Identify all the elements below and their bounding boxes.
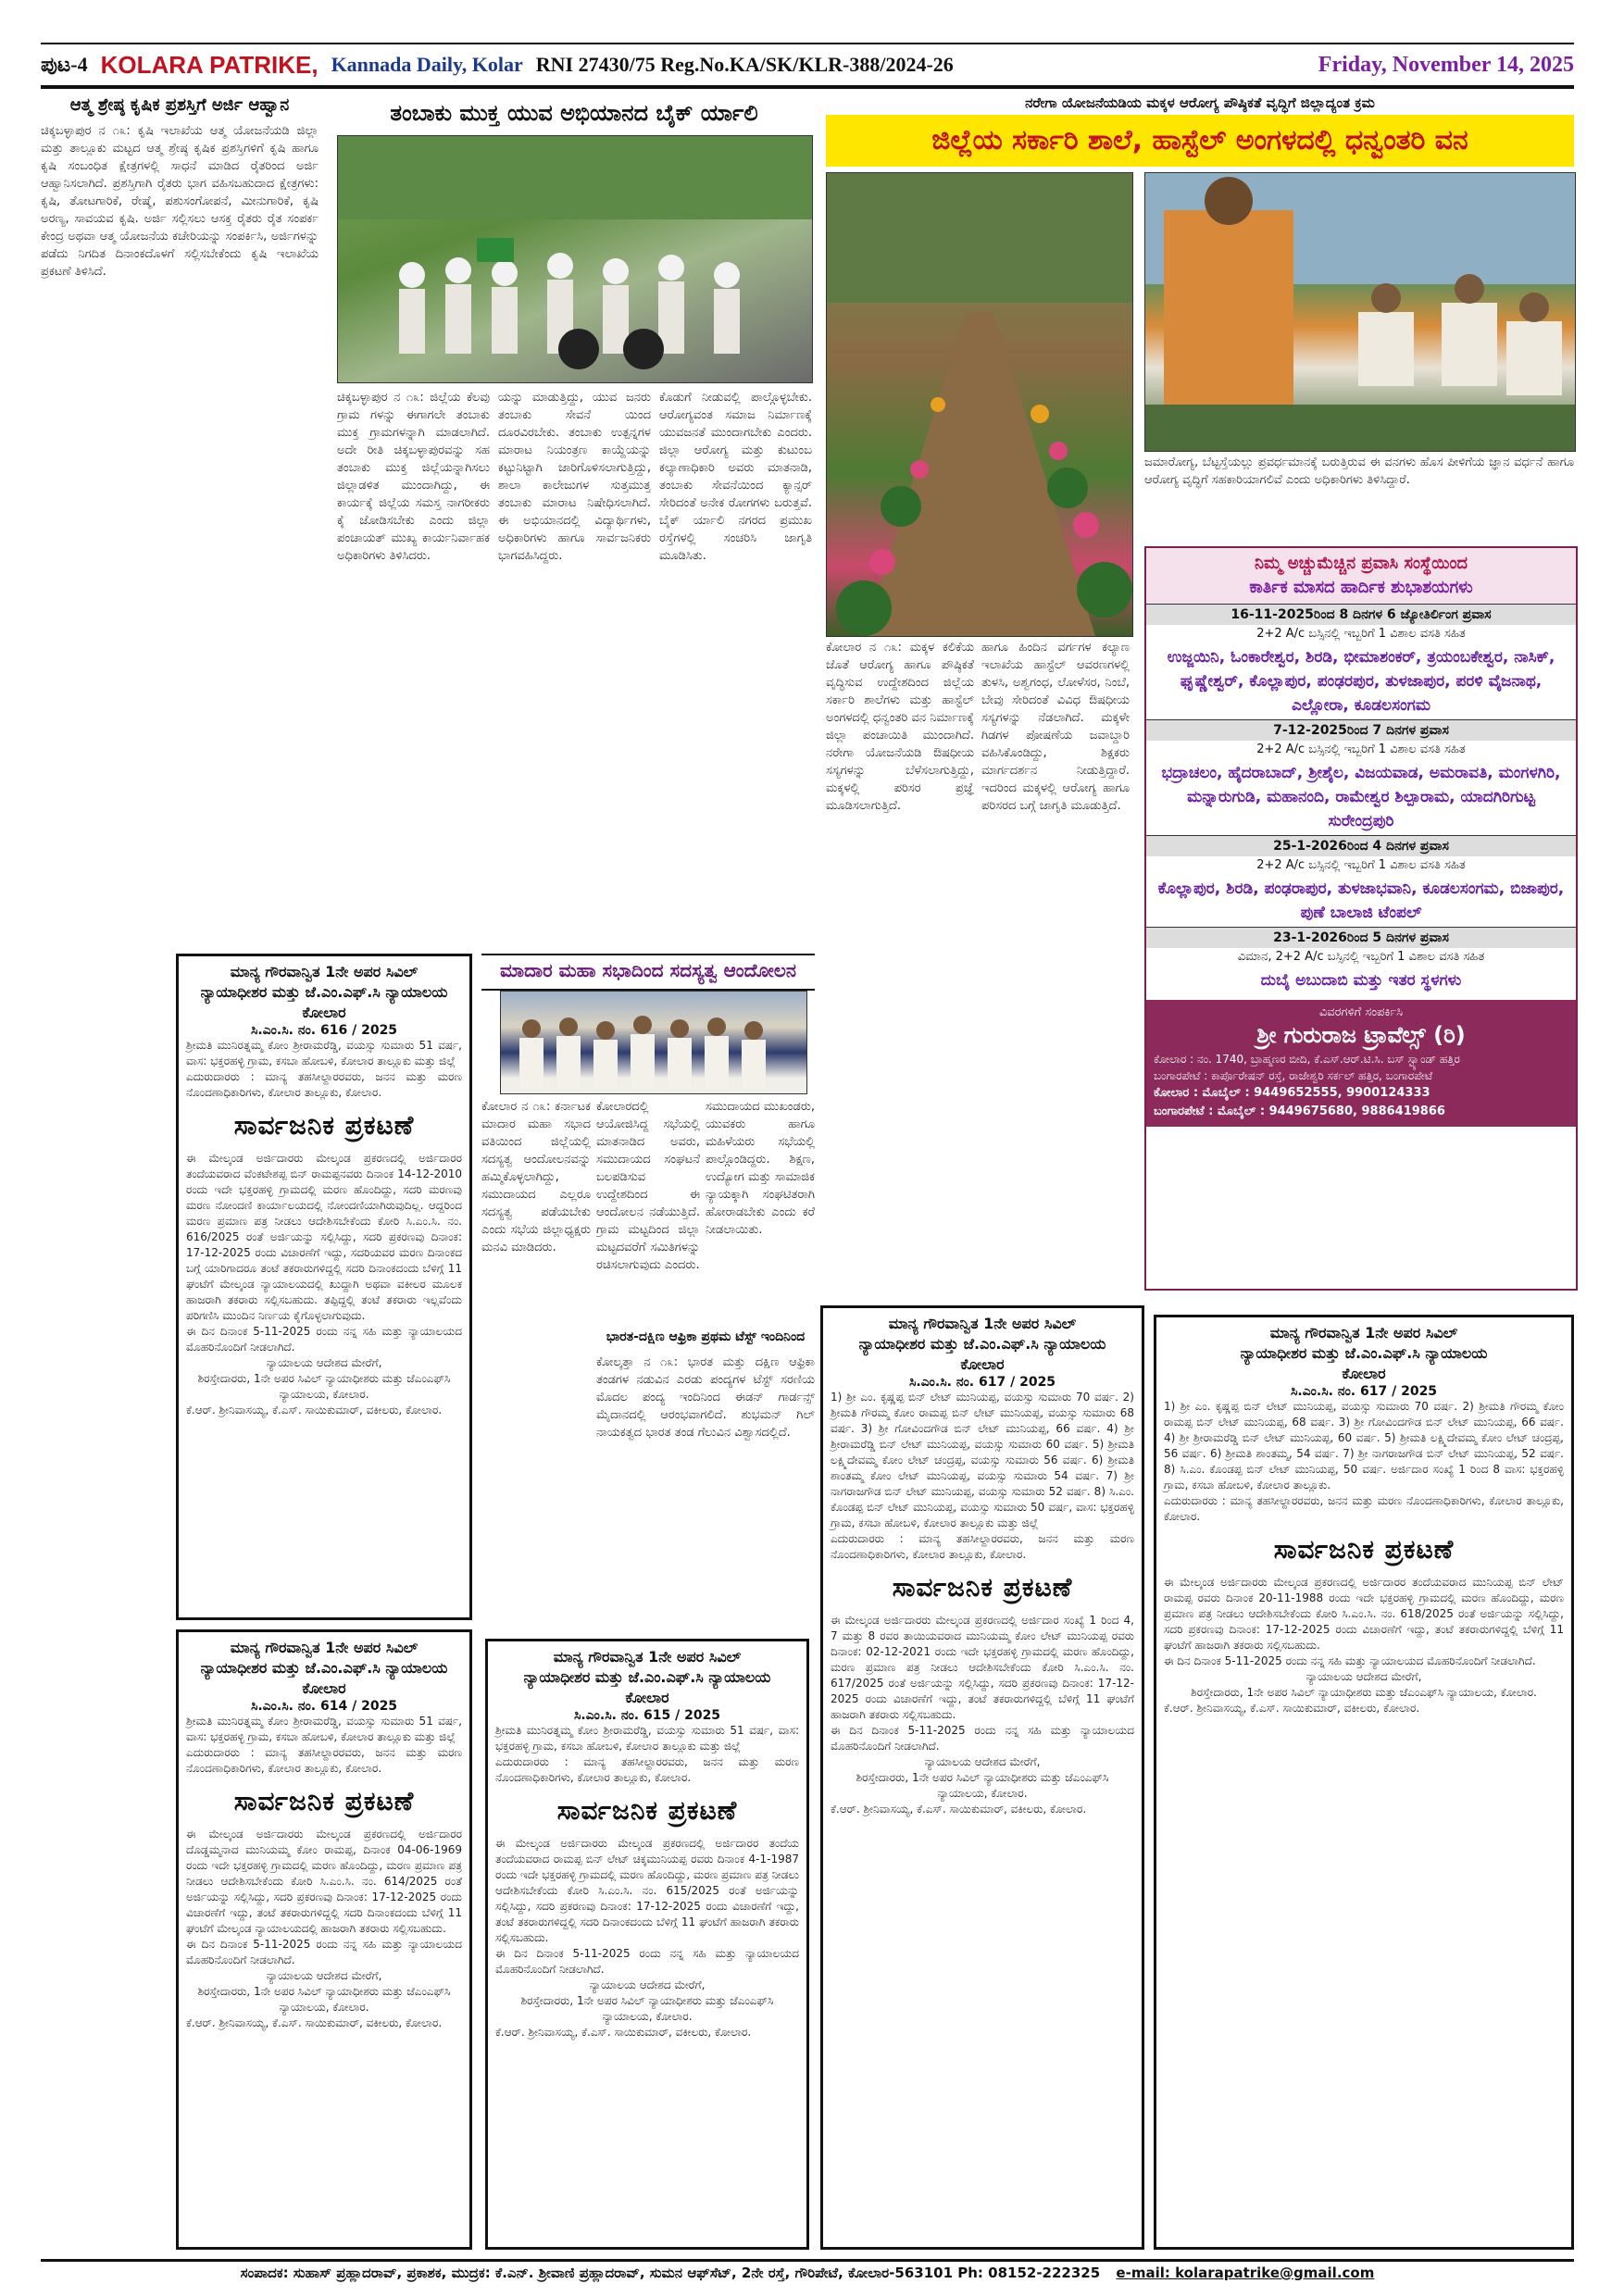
court-order: ನ್ಯಾಯಾಲಯ ಆದೇಶದ ಮೇರೆಗೆ,: [1305, 1670, 1422, 1683]
contact-label: ವಿವರಗಳಿಗೆ ಸಂಪರ್ಕಿಸಿ: [1318, 1005, 1404, 1019]
respondent: ಎದುರುದಾರರು : ಮಾನ್ಯ ತಹಸೀಲ್ದಾರರವರು, ಜನನ ಮತ್ತು ಮರಣ ನೊಂದಣಾಧಿಕಾರಿಗಳು, ಕೋಲಾರ ತಾಲ್ಲೂಕು, ಕೋಲಾರ.: [495, 1755, 799, 1784]
court-name-line-1: ಮಾನ್ಯ ಗೌರವಾನ್ವಿತ 1ನೇ ಅಪರ ಸಿವಿಲ್: [230, 963, 418, 980]
issue-date: Friday, November 14, 2025: [1318, 52, 1574, 77]
travel-title: ನಿಮ್ಮ ಅಚ್ಚುಮೆಚ್ಚಿನ ಪ್ರವಾಸಿ ಸಂಸ್ಥೆಯಿಂದ: [1254, 554, 1468, 573]
respondent: ಎದುರುದಾರರು : ಮಾನ್ಯ ತಹಸೀಲ್ದಾರರವರು, ಜನನ ಮತ್ತು ಮರಣ ನೊಂದಣಾಧಿಕಾರಿಗಳು, ಕೋಲಾರ ತಾಲ್ಲೂಕು, ಕೋಲಾರ.: [186, 1070, 462, 1099]
tour-detail: 2+2 A/c ಬಸ್ಸಿನಲ್ಲಿ ಇಬ್ಬರಿಗೆ 1 ವಿಶಾಲ ವಸತಿ ಸಹಿತ: [1256, 858, 1466, 872]
signatory: ಶಿರಸ್ತೇದಾರರು, 1ನೇ ಅಪರ ಸಿವಿಲ್ ನ್ಯಾಯಾಧೀಶರು ಮತ್ತು ಜೆಎಂಎಫ್‌ಸಿ ನ್ಯಾಯಾಲಯ, ಕೋಲಾರ.: [197, 1985, 451, 2014]
company-address-1: ಕೋಲಾರ : ನಂ. 1740, ಬ್ರಾಹ್ಮಣರ ಬೀದಿ, ಕೆ.ಎಸ್.ಆರ್.ಟಿ.ಸಿ. ಬಸ್ ಸ್ಟ್ಯಾಂಡ್ ಹತ್ತಿರ: [1154, 1053, 1460, 1066]
case-number: ಸಿ.ಎಂ.ಸಿ. ನಂ. 614 / 2025: [250, 1699, 398, 1714]
court-order: ನ್ಯಾಯಾಲಯ ಆದೇಶದ ಮೇರೆಗೆ,: [266, 1969, 382, 1982]
court-city: ಕೋಲಾರ: [1342, 1365, 1386, 1382]
public-notice-title: ಸಾರ್ವಜನಿಕ ಪ್ರಕಟಣೆ: [1273, 1534, 1455, 1565]
travel-advertisement: [1144, 546, 1578, 1291]
rni-number: RNI 27430/75 Reg.No.KA/SK/KLR-388/2024-26: [535, 53, 954, 76]
imprint-text: ಸಂಪಾದಕ: ಸುಹಾಸ್ ಪ್ರಹ್ಲಾದರಾವ್, ಪ್ರಕಾಶಕ, ಮುದ್ರಕ: ಕೆ.ಎನ್. ಶ್ರೀವಾಣಿ ಪ್ರಹ್ಲಾದರಾವ್, ಸುಮನ ಆಫ್‌ಸೆಟ್, 2ನೇ ರಸ್ತೆ, ಗೌರಿಪೇಟೆ, ಕೋಲಾರ-563101 Ph: 08152-222325: [240, 2265, 1101, 2281]
public-notice-title: ಸಾರ್ವಜನಿಕ ಪ್ರಕಟಣೆ: [556, 1795, 738, 1826]
masthead: [41, 43, 1574, 89]
tour-item: [1146, 719, 1576, 835]
article-body: ಚಿಕ್ಕಬಳ್ಳಾಪುರ ನ ೧೩: ಕೃಷಿ ಇಲಾಖೆಯ ಆತ್ಮ ಯೋಜನೆಯಡಿ ಜಿಲ್ಲಾ ಮತ್ತು ತಾಲ್ಲೂಕು ಮಟ್ಟದ ಆತ್ಮ ಶ್ರೇಷ್ಠ ಕೃಷಿಕ ಪ್ರಶಸ್ತಿಗಳಿಗೆ ಕೃಷಿ ಹಾಗೂ ಕೃಷಿ ಸಂಬಂಧಿತ ಕ್ಷೇತ್ರಗಳಲ್ಲಿ ಸಾಧನೆ ಮಾಡಿದ ರೈತರಿಂದ ಅರ್ಜಿ ಆಹ್ವಾನಿಸಲಾಗಿದೆ. ಪ್ರಶಸ್ತಿಗಾಗಿ ರೈತರು ಭಾಗ ವಹಿಸಬಹುದಾದ ಕ್ಷೇತ್ರಗಳು: ಕೃಷಿ, ತೋಟಗಾರಿಕೆ, ರೇಷ್ಮೆ, ಪಶುಸಂಗೋಪನೆ, ಮೀನುಗಾರಿಕೆ, ಕೃಷಿ ಅರಣ್ಯ, ಸಾವಯವ ಕೃಷಿ. ಅರ್ಜಿ ಸಲ್ಲಿಸಲು ಆಸಕ್ತ ರೈತರು ರೈತ ಸಂಪರ್ಕ ಕೇಂದ್ರ ಅಥವಾ ಆತ್ಮ ಯೋಜನೆಯ ಕಚೇರಿಯನ್ನು ಸಂಪರ್ಕಿಸಿ, ಅರ್ಜಿಗಳನ್ನು ಪಡೆದು ನಿಗದಿತ ದಿನಾಂಕದೊಳಗೆ ಸಲ್ಲಿಸಬೇಕೆಂದು ಕೃಷಿ ಇಲಾಖೆಯ ಪ್ರಕಟಣೆ ತಿಳಿಸಿದೆ.: [41, 124, 319, 279]
article-body-col-2: ಯನ್ನು ಮಾಡುತ್ತಿದ್ದು, ಯುವ ಜನರು ತಂಬಾಕು ಸೇವನೆ ಯಿಂದ ದೂರವಿರಬೇಕು. ತಂಬಾಕು ಉತ್ಪನ್ನಗಳ ಮಾರಾಟ ನಿಯಂತ್ರಣ ಕಾಯ್ದೆಯನ್ನು ಕಟ್ಟುನಿಟ್ಟಾಗಿ ಜಾರಿಗೊಳಿಸಲಾಗುತ್ತಿದ್ದು, ಶಾಲಾ ಕಾಲೇಜುಗಳ ಸುತ್ತಮುತ್ತ ತಂಬಾಕು ಮಾರಾಟ ನಿಷೇಧಿಸಲಾಗಿದೆ. ಈ ಅಭಿಯಾನದಲ್ಲಿ ವಿದ್ಯಾರ್ಥಿಗಳು, ಅಧಿಕಾರಿಗಳು ಹಾಗೂ ಸಾರ್ವಜನಿಕರು ಭಾಗವಹಿಸಿದ್ದರು.: [498, 391, 651, 563]
advocate: ಕೆ.ಆರ್. ಶ್ರೀನಿವಾಸಯ್ಯ, ಕೆ.ಎಸ್. ಸಾಯಿಕುಮಾರ್, ವಕೀಲರು, ಕೋಲಾರ.: [831, 1803, 1087, 1816]
article-headline: ಜಿಲ್ಲೆಯ ಸರ್ಕಾರಿ ಶಾಲೆ, ಹಾಸ್ಟೆಲ್ ಅಂಗಳದಲ್ಲಿ ಧನ್ವಂತರಿ ವನ: [931, 124, 1468, 156]
notice-date: ಈ ದಿನ ದಿನಾಂಕ 5-11-2025 ರಂದು ನನ್ನ ಸಹಿ ಮತ್ತು ನ್ಯಾಯಾಲಯದ ಮೊಹರಿನೊಂದಿಗೆ ನೀಡಲಾಗಿದೆ.: [186, 1325, 462, 1354]
case-number: ಸಿ.ಎಂ.ಸಿ. ನಂ. 617 / 2025: [1290, 1384, 1438, 1399]
article-body-col-3: ಸಮುದಾಯದ ಮುಖಂಡರು, ಯುವಕರು ಹಾಗೂ ಮಹಿಳೆಯರು ಸಭೆಯಲ್ಲಿ ಪಾಲ್ಗೊಂಡಿದ್ದರು. ಶಿಕ್ಷಣ, ಉದ್ಯೋಗ ಮತ್ತು ಸಾಮಾಜಿಕ ನ್ಯಾಯಕ್ಕಾಗಿ ಸಂಘಟಿತರಾಗಿ ಹೋರಾಡಬೇಕು ಎಂದು ಕರೆ ನೀಡಲಾಯಿತು.: [706, 1100, 815, 1237]
photo-medicinal-garden: [826, 172, 1133, 637]
court-city: ಕೋಲಾರ: [960, 1355, 1005, 1373]
travel-header: [1146, 548, 1576, 604]
public-notice-title: ಸಾರ್ವಜನಿಕ ಪ್ರಕಟಣೆ: [892, 1572, 1073, 1603]
public-notice-title: ಸಾರ್ವಜನಿಕ ಪ್ರಕಟಣೆ: [233, 1786, 415, 1816]
court-name-line-1: ಮಾನ್ಯ ಗೌರವಾನ್ವಿತ 1ನೇ ಅಪರ ಸಿವಿಲ್: [888, 1315, 1077, 1332]
article-body-col-1: ಕೋಲಾರ ನ ೧೩: ಮಕ್ಕಳ ಕಲಿಕೆಯ ಜೊತೆ ಆರೋಗ್ಯ ಹಾಗೂ ಪೌಷ್ಠಿಕತೆ ವೃದ್ಧಿಸುವ ಉದ್ದೇಶದಿಂದ ಜಿಲ್ಲೆಯ ಸರ್ಕಾರಿ ಶಾಲೆಗಳು ಮತ್ತು ಹಾಸ್ಟೆಲ್ ಅಂಗಳದಲ್ಲಿ ಧನ್ವಂತರಿ ವನ ನಿರ್ಮಾಣಕ್ಕೆ ಜಿಲ್ಲಾ ಪಂಚಾಯಿತಿ ಮುಂದಾಗಿದೆ. ನರೇಗಾ ಯೋಜನೆಯಡಿ ಔಷಧೀಯ ಸಸ್ಯಗಳನ್ನು ಬೆಳೆಸಲಾಗುತ್ತಿದ್ದು, ಮಕ್ಕಳಲ್ಲಿ ಪರಿಸರ ಪ್ರಜ್ಞೆ ಮೂಡಿಸಲಾಗುತ್ತಿದೆ.: [826, 641, 974, 813]
tour-places: ಭದ್ರಾಚಲಂ, ಹೈದರಾಬಾದ್, ಶ್ರೀಶೈಲ, ವಿಜಯವಾಡ, ಅಮರಾವತಿ, ಮಂಗಳಗಿರಿ, ಮನ್ನಾರುಗುಡಿ, ಮಹಾನಂದಿ, ರಾಮೇಶ್ವರ ಶಿಲ್ಪಾರಾಮ, ಯಾದಗಿರಿಗುಟ್ಟ ಸುರೇಂದ್ರಪುರಿ: [1161, 764, 1561, 830]
article-body-col-3: ಜಮಾರೋಗ್ಯ, ಬೆಟ್ಟಸ್ತೆಯಲ್ಲು ಪ್ರವರ್ಧಮಾನಕ್ಕೆ ಬರುತ್ತಿರುವ ಈ ವನಗಳು ಹೊಸ ಪೀಳಿಗೆಯ ಜ್ಞಾನ ವರ್ಧನೆ ಹಾಗೂ ಆರೋಗ್ಯ ವೃದ್ಧಿಗೆ ಸಹಕಾರಿಯಾಗಲಿವೆ ಎಂದು ಅಧಿಕಾರಿಗಳು ತಿಳಿಸಿದ್ದಾರೆ.: [1144, 455, 1574, 487]
court-notice-616: [176, 954, 472, 1620]
respondent: ಎದುರುದಾರರು : ಮಾನ್ಯ ತಹಸೀಲ್ದಾರರವರು, ಜನನ ಮತ್ತು ಮರಣ ನೊಂದಣಾಧಿಕಾರಿಗಳು, ಕೋಲಾರ ತಾಲ್ಲೂಕು, ಕೋಲಾರ.: [1164, 1494, 1564, 1523]
case-number: ಸಿ.ಎಂ.ಸಿ. ನಂ. 616 / 2025: [250, 1023, 398, 1038]
court-name-line-2: ನ್ಯಾಯಾಧೀಶರ ಮತ್ತು ಜೆ.ಎಂ.ಎಫ್.ಸಿ ನ್ಯಾಯಾಲಯ: [1240, 1344, 1488, 1362]
company-address-2: ಬಂಗಾರಪೇಟೆ : ಕಾರ್ಪೊರೇಷನ್ ರಸ್ತೆ, ರಾಜೇಶ್ವರಿ ಸರ್ಕಲ್ ಹತ್ತಿರ, ಬಂಗಾರಪೇಟೆ: [1154, 1069, 1433, 1082]
article-headline: ಭಾರತ-ದಕ್ಷಿಣ ಆಫ್ರಿಕಾ ಪ್ರಥಮ ಟೆಸ್ಟ್ ಇಂದಿನಿಂದ: [606, 1329, 806, 1344]
court-city: ಕೋಲಾರ: [302, 1004, 346, 1021]
respondent: ಎದುರುದಾರರು : ಮಾನ್ಯ ತಹಸೀಲ್ದಾರರವರು, ಜನನ ಮತ್ತು ಮರಣ ನೊಂದಣಾಧಿಕಾರಿಗಳು, ಕೋಲಾರ ತಾಲ್ಲೂಕು, ಕೋಲಾರ.: [186, 1746, 462, 1775]
applicant: 1) ಶ್ರೀ ಎಂ. ಕೃಷ್ಣಪ್ಪ ಬಿನ್ ಲೇಟ್ ಮುನಿಯಪ್ಪ, ವಯಸ್ಸು ಸುಮಾರು 70 ವರ್ಷ. 2) ಶ್ರೀಮತಿ ಗೌರಮ್ಮ ಕೋಂ ರಾಮಪ್ಪ ಬಿನ್ ಲೇಟ್ ಮುನಿಯಪ್ಪ, ವಯಸ್ಸು ಸುಮಾರು 68 ವರ್ಷ. 3) ಶ್ರೀ ಗೋವಿಂದಗೌಡ ಬಿನ್ ಲೇಟ್ ಮುನಿಯಪ್ಪ, 66 ವರ್ಷ. 4) ಶ್ರೀ ಶ್ರೀರಾಮರೆಡ್ಡಿ ಬಿನ್ ಲೇಟ್ ಮುನಿಯಪ್ಪ, ವಯಸ್ಸು ಸುಮಾರು 60 ವರ್ಷ. 5) ಶ್ರೀಮತಿ ಲಕ್ಷ್ಮಿದೇವಮ್ಮ ಕೋಂ ಲೇಟ್ ಚಂದ್ರಪ್ಪ, ವಯಸ್ಸು ಸುಮಾರು 56 ವರ್ಷ. 6) ಶ್ರೀಮತಿ ಶಾಂತಮ್ಮ ಕೋಂ ಲೇಟ್ ಮುನಿಯಪ್ಪ, ವಯಸ್ಸು ಸುಮಾರು 54 ವರ್ಷ. 7) ಶ್ರೀ ನಾಗರಾಜಗೌಡ ಬಿನ್ ಲೇಟ್ ಮುನಿಯಪ್ಪ, ವಯಸ್ಸು ಸುಮಾರು 52 ವರ್ಷ. 8) ಸಿ.ಎಂ. ಕೊಂಡಪ್ಪ ಬಿನ್ ಲೇಟ್ ಮುನಿಯಪ್ಪ, ವಯಸ್ಸು ಸುಮಾರು 50 ವರ್ಷ, ವಾಸ: ಭಕ್ತರಹಳ್ಳಿ ಗ್ರಾಮ, ಕಸಬಾ ಹೋಬಳಿ, ಕೋಲಾರ ತಾಲ್ಲೂಕು ಮತ್ತು ಜಿಲ್ಲೆ: [831, 1391, 1134, 1529]
photo-madara-meeting: [500, 991, 807, 1094]
signatory: ಶಿರಸ್ತೇದಾರರು, 1ನೇ ಅಪರ ಸಿವಿಲ್ ನ್ಯಾಯಾಧೀಶರು ಮತ್ತು ಜೆಎಂಎಫ್‌ಸಿ ನ್ಯಾಯಾಲಯ, ಕೋಲಾರ.: [520, 1994, 774, 2023]
notice-body: ಈ ಮೇಲ್ಕಂಡ ಅರ್ಜಿದಾರರು ಮೇಲ್ಕಂಡ ಪ್ರಕರಣದಲ್ಲಿ ಅರ್ಜಿದಾರರ ತಂದೆಯವರಾದ ವೆಂಕಟೇಶಪ್ಪ ಬಿನ್ ರಾಮಪ್ಪನವರು ದಿನಾಂಕ 14-12-2010 ರಂದು ಇದೇ ಭಕ್ತರಹಳ್ಳಿ ಗ್ರಾಮದಲ್ಲಿ ಮರಣ ಹೊಂದಿದ್ದು, ಸದರಿ ಮರಣವು ಮರಣ ನೋಂದಣಿ ಕಾರ್ಯಾಲಯದಲ್ಲಿ ನೋಂದಣಿಯಾಗಿರುವುದಿಲ್ಲ. ಆದ್ದರಿಂದ ಮರಣ ಪ್ರಮಾಣ ಪತ್ರ ನೀಡಲು ಆದೇಶಿಸಬೇಕೆಂದು ಕೋರಿ ಸಿ.ಎಂ.ಸಿ. ನಂ. 616/2025 ರಂತೆ ಅರ್ಜಿಯನ್ನು ಸಲ್ಲಿಸಿದ್ದು, ಸದರಿ ಪ್ರಕರಣವು ದಿನಾಂಕ: 17-12-2025 ರಂದು ವಿಚಾರಣೆಗೆ ಇದ್ದು, ಸದರಿಯವರ ಮರಣ ದಿನಾಂಕದ ಬಗ್ಗೆ ಯಾರಿಗಾದರೂ ತಂಟೆ ತಕರಾರುಗಳಿದ್ದಲ್ಲಿ ಸದರಿ ದಿನಾಂಕದಂದು ಬೆಳಿಗ್ಗೆ 11 ಘಂಟೆಗೆ ಮೇಲ್ಕಂಡ ನ್ಯಾಯಾಲಯದಲ್ಲಿ ಖುದ್ದಾಗಿ ಅಥವಾ ವಕೀಲರ ಮೂಲಕ ಹಾಜರಾಗಿ ತಕರಾರು ಸಲ್ಲಿಸಬಹುದು. ತಪ್ಪಿದ್ದಲ್ಲಿ ತಂಟೆ ತಕರಾರು ಇಲ್ಲವೆಂದು ಪರಿಗಣಿಸಿ ಮುಂದಿನ ನಿರ್ಣಯ ಕೈಗೊಳ್ಳಲಾಗುವುದು.: [186, 1152, 462, 1322]
planting-illustration: [1145, 173, 1575, 451]
court-notice-617-a: [820, 1305, 1144, 2250]
tour-detail: 2+2 A/c ಬಸ್ಸಿನಲ್ಲಿ ಇಬ್ಬರಿಗೆ 1 ವಿಶಾಲ ವಸತಿ ಸಹಿತ: [1256, 627, 1466, 641]
travel-subtitle: ಕಾರ್ತಿಕ ಮಾಸದ ಹಾರ್ದಿಕ ಶುಭಾಶಯಗಳು: [1249, 578, 1473, 597]
court-order: ನ್ಯಾಯಾಲಯ ಆದೇಶದ ಮೇರೆಗೆ,: [589, 1978, 706, 1991]
photo-bike-rally: [337, 135, 813, 383]
crowd-illustration: [338, 136, 812, 382]
footer-email[interactable]: e-mail: kolarapatrike@gmail.com: [1116, 2265, 1375, 2281]
footer-imprint: [41, 2259, 1574, 2284]
tour-item: [1146, 927, 1576, 994]
tour-places: ಉಜ್ಜಯಿನಿ, ಓಂಕಾರೇಶ್ವರ, ಶಿರಡಿ, ಭೀಮಾಶಂಕರ್, ತ್ರಯಂಬಕೇಶ್ವರ, ನಾಸಿಕ್, ಘೃಷ್ಣೇಶ್ವರ್, ಕೊಲ್ಲಾಪುರ, ಪಂಢರಪುರ, ತುಳಜಾಪುರ, ಪರಳಿ ವೈಜನಾಥ, ಎಲ್ಲೋರಾ, ಕೂಡಲಸಂಗಮ: [1167, 648, 1555, 715]
tour-places: ದುಬೈ ಅಬುದಾಬಿ ಮತ್ತು ಇತರ ಸ್ಥಳಗಳು: [1260, 971, 1462, 990]
court-notice-614: [176, 1629, 472, 2250]
advocate: ಕೆ.ಆರ್. ಶ್ರೀನಿವಾಸಯ್ಯ, ಕೆ.ಎಸ್. ಸಾಯಿಕುಮಾರ್, ವಕೀಲರು, ಕೋಲಾರ.: [186, 1404, 443, 1416]
applicant: ಶ್ರೀಮತಿ ಮುನಿರತ್ನಮ್ಮ ಕೋಂ ಶ್ರೀರಾಮರೆಡ್ಡಿ, ವಯಸ್ಸು ಸುಮಾರು 51 ವರ್ಷ, ವಾಸ: ಭಕ್ತರಹಳ್ಳಿ ಗ್ರಾಮ, ಕಸಬಾ ಹೋಬಳಿ, ಕೋಲಾರ ತಾಲ್ಲೂಕು ಮತ್ತು ಜಿಲ್ಲೆ: [495, 1724, 799, 1753]
court-name-line-2: ನ್ಯಾಯಾಧೀಶರ ಮತ್ತು ಜೆ.ಎಂ.ಎಫ್.ಸಿ ನ್ಯಾಯಾಲಯ: [858, 1335, 1106, 1353]
court-name-line-1: ಮಾನ್ಯ ಗೌರವಾನ್ವಿತ 1ನೇ ಅಪರ ಸಿವಿಲ್: [1269, 1324, 1458, 1341]
court-city: ಕೋಲಾರ: [302, 1679, 346, 1697]
court-name-line-1: ಮಾನ್ಯ ಗೌರವಾನ್ವಿತ 1ನೇ ಅಪರ ಸಿವಿಲ್: [553, 1648, 742, 1666]
tour-date: 23-1-2026ರಿಂದ 5 ದಿನಗಳ ಪ್ರವಾಸ: [1146, 928, 1576, 948]
notice-body: ಈ ಮೇಲ್ಕಂಡ ಅರ್ಜಿದಾರರು ಮೇಲ್ಕಂಡ ಪ್ರಕರಣದಲ್ಲಿ ಅರ್ಜಿದಾರರ ದೊಡ್ಡಮ್ಮನಾದ ಮುನಿಯಮ್ಮ ಕೋಂ ರಾಮಪ್ಪ, ದಿನಾಂಕ 04-06-1969 ರಂದು ಇದೇ ಭಕ್ತರಹಳ್ಳಿ ಗ್ರಾಮದಲ್ಲಿ ಮರಣ ಹೊಂದಿದ್ದು, ಮರಣ ಪ್ರಮಾಣ ಪತ್ರ ನೀಡಲು ಆದೇಶಿಸಬೇಕೆಂದು ಕೋರಿ ಸಿ.ಎಂ.ಸಿ. ನಂ. 614/2025 ರಂತೆ ಅರ್ಜಿಯನ್ನು ಸಲ್ಲಿಸಿದ್ದು, ಸದರಿ ಪ್ರಕರಣವು ದಿನಾಂಕ: 17-12-2025 ರಂದು ವಿಚಾರಣೆಗೆ ಇದ್ದು, ತಂಟೆ ತಕರಾರುಗಳಿದ್ದಲ್ಲಿ ಸದರಿ ದಿನಾಂಕದಂದು ಬೆಳಿಗ್ಗೆ 11 ಘಂಟೆಗೆ ಮೇಲ್ಕಂಡ ನ್ಯಾಯಾಲಯದಲ್ಲಿ ಹಾಜರಾಗಿ ತಕರಾರು ಸಲ್ಲಿಸಬಹುದು.: [186, 1828, 462, 1935]
garden-illustration: [827, 173, 1132, 636]
applicant: ಶ್ರೀಮತಿ ಮುನಿರತ್ನಮ್ಮ ಕೋಂ ಶ್ರೀರಾಮರೆಡ್ಡಿ, ವಯಸ್ಸು ಸುಮಾರು 51 ವರ್ಷ, ವಾಸ: ಭಕ್ತರಹಳ್ಳಿ ಗ್ರಾಮ, ಕಸಬಾ ಹೋಬಳಿ, ಕೋಲಾರ ತಾಲ್ಲೂಕು ಮತ್ತು ಜಿಲ್ಲೆ: [186, 1715, 462, 1743]
tour-detail: ವಿಮಾನ, 2+2 A/c ಬಸ್ಸಿನಲ್ಲಿ ಇಬ್ಬರಿಗೆ 1 ವಿಶಾಲ ವಸತಿ ಸಹಿತ: [1237, 950, 1485, 964]
article-headline: ಆತ್ಮ ಶ್ರೇಷ್ಠ ಕೃಷಿಕ ಪ್ರಶಸ್ತಿಗೆ ಅರ್ಜಿ ಆಹ್ವಾನ: [69, 95, 290, 115]
notice-date: ಈ ದಿನ ದಿನಾಂಕ 5-11-2025 ರಂದು ನನ್ನ ಸಹಿ ಮತ್ತು ನ್ಯಾಯಾಲಯದ ಮೊಹರಿನೊಂದಿಗೆ ನೀಡಲಾಗಿದೆ.: [1164, 1654, 1536, 1667]
tour-item: [1146, 835, 1576, 927]
article-cricket-headline: [596, 1324, 815, 1352]
company-name: ಶ್ರೀ ಗುರುರಾಜ ಟ್ರಾವೆಲ್ಸ್ (ರಿ): [1256, 1022, 1466, 1048]
court-notice-617-b: [1154, 1315, 1574, 2250]
court-city: ಕೋಲಾರ: [625, 1689, 669, 1706]
court-order: ನ್ಯಾಯಾಲಯ ಆದೇಶದ ಮೇರೆಗೆ,: [924, 1755, 1041, 1768]
notice-date: ಈ ದಿನ ದಿನಾಂಕ 5-11-2025 ರಂದು ನನ್ನ ಸಹಿ ಮತ್ತು ನ್ಯಾಯಾಲಯದ ಮೊಹರಿನೊಂದಿಗೆ ನೀಡಲಾಗಿದೆ.: [831, 1724, 1134, 1753]
court-name-line-1: ಮಾನ್ಯ ಗೌರವಾನ್ವಿತ 1ನೇ ಅಪರ ಸಿವಿಲ್: [230, 1639, 418, 1656]
court-name-line-2: ನ್ಯಾಯಾಧೀಶರ ಮತ್ತು ಜೆ.ಎಂ.ಎಫ್.ಸಿ ನ್ಯಾಯಾಲಯ: [523, 1668, 771, 1686]
case-number: ಸಿ.ಎಂ.ಸಿ. ನಂ. 615 / 2025: [573, 1708, 721, 1723]
applicant: ಶ್ರೀಮತಿ ಮುನಿರತ್ನಮ್ಮ ಕೋಂ ಶ್ರೀರಾಮರೆಡ್ಡಿ, ವಯಸ್ಸು ಸುಮಾರು 51 ವರ್ಷ, ವಾಸ: ಭಕ್ತರಹಳ್ಳಿ ಗ್ರಾಮ, ಕಸಬಾ ಹೋಬಳಿ, ಕೋಲಾರ ತಾಲ್ಲೂಕು ಮತ್ತು ಜಿಲ್ಲೆ: [186, 1039, 462, 1067]
tour-date: 16-11-2025ರಿಂದ 8 ದಿನಗಳ 6 ಜ್ಯೋತಿರ್ಲಿಂಗ ಪ್ರವಾಸ: [1146, 605, 1576, 625]
article-atma-award: [41, 94, 319, 946]
group-photo-illustration: [501, 992, 806, 1093]
article-body-col-2: ಹಾಗೂ ಹಿಂದಿನ ವರ್ಗಗಳ ಕಲ್ಯಾಣ ಇಲಾಖೆಯ ಹಾಸ್ಟೆಲ್ ಆವರಣಗಳಲ್ಲಿ ತುಳಸಿ, ಅಶ್ವಗಂಧ, ಲೋಳೆಸರ, ನಿಂಬೆ, ಬೇವು ಸೇರಿದಂತೆ ವಿವಿಧ ಔಷಧೀಯ ಸಸ್ಯಗಳನ್ನು ನೆಡಲಾಗಿದೆ. ಮಕ್ಕಳೇ ಗಿಡಗಳ ಪೋಷಣೆಯ ಜವಾಬ್ದಾರಿ ವಹಿಸಿಕೊಂಡಿದ್ದು, ಶಿಕ್ಷಕರು ಮಾರ್ಗದರ್ಶನ ನೀಡುತ್ತಿದ್ದಾರೆ. ಇದರಿಂದ ಮಕ್ಕಳಲ್ಲಿ ಆರೋಗ್ಯ ಹಾಗೂ ಪರಿಸರದ ಬಗ್ಗೆ ಜಾಗೃತಿ ಮೂಡುತ್ತಿದೆ.: [981, 641, 1130, 813]
notice-body: ಈ ಮೇಲ್ಕಂಡ ಅರ್ಜಿದಾರರು ಮೇಲ್ಕಂಡ ಪ್ರಕರಣದಲ್ಲಿ ಅರ್ಜಿದಾರರ ತಂದೆಯ ತಂದೆಯವರಾದ ರಾಮಪ್ಪ ಬಿನ್ ಲೇಟ್ ಚಿಕ್ಕಮುನಿಯಪ್ಪ ರವರು ದಿನಾಂಕ 4-1-1987 ರಂದು ಇದೇ ಭಕ್ತರಹಳ್ಳಿ ಗ್ರಾಮದಲ್ಲಿ ಮರಣ ಹೊಂದಿದ್ದು, ಮರಣ ಪ್ರಮಾಣ ಪತ್ರ ನೀಡಲು ಆದೇಶಿಸಬೇಕೆಂದು ಕೋರಿ ಸಿ.ಎಂ.ಸಿ. ನಂ. 615/2025 ರಂತೆ ಅರ್ಜಿಯನ್ನು ಸಲ್ಲಿಸಿದ್ದು, ಸದರಿ ಪ್ರಕರಣವು ದಿನಾಂಕ: 17-12-2025 ರಂದು ವಿಚಾರಣೆಗೆ ಇದ್ದು, ತಂಟೆ ತಕರಾರುಗಳಿದ್ದಲ್ಲಿ ಸದರಿ ದಿನಾಂಕದಂದು ಬೆಳಿಗ್ಗೆ 11 ಘಂಟೆಗೆ ಹಾಜರಾಗಿ ತಕರಾರು ಸಲ್ಲಿಸಬಹುದು.: [495, 1837, 799, 1944]
advocate: ಕೆ.ಆರ್. ಶ್ರೀನಿವಾಸಯ್ಯ, ಕೆ.ಎಸ್. ಸಾಯಿಕುಮಾರ್, ವಕೀಲರು, ಕೋಲಾರ.: [186, 2016, 443, 2029]
article-kicker: ನರೇಗಾ ಯೋಜನೆಯಡಿಯ ಮಕ್ಕಳ ಆರೋಗ್ಯ ಪೌಷ್ಠಿಕತೆ ವೃದ್ಧಿಗೆ ಜಿಲ್ಲಾದ್ಯಂತ ಕ್ರಮ: [1025, 94, 1375, 111]
article-dhanvantari-kicker: [826, 91, 1574, 115]
article-dhanvantari-headline: [826, 115, 1574, 167]
article-tobacco-rally-headline: [333, 94, 815, 133]
notice-date: ಈ ದಿನ ದಿನಾಂಕ 5-11-2025 ರಂದು ನನ್ನ ಸಹಿ ಮತ್ತು ನ್ಯಾಯಾಲಯದ ಮೊಹರಿನೊಂದಿಗೆ ನೀಡಲಾಗಿದೆ.: [495, 1947, 799, 1976]
advocate: ಕೆ.ಆರ್. ಶ್ರೀನಿವಾಸಯ್ಯ, ಕೆ.ಎಸ್. ಸಾಯಿಕುಮಾರ್, ವಕೀಲರು, ಕೋಲಾರ.: [1164, 1702, 1420, 1715]
photo-children-planting: [1144, 172, 1576, 452]
signatory: ಶಿರಸ್ತೇದಾರರು, 1ನೇ ಅಪರ ಸಿವಿಲ್ ನ್ಯಾಯಾಧೀಶರು ಮತ್ತು ಜೆಎಂಎಫ್‌ಸಿ ನ್ಯಾಯಾಲಯ, ಕೋಲಾರ.: [197, 1372, 451, 1401]
article-body: ಕೋಲ್ಕತ್ತಾ ನ ೧೩: ಭಾರತ ಮತ್ತು ದಕ್ಷಿಣ ಆಫ್ರಿಕಾ ತಂಡಗಳ ನಡುವಿನ ಎರಡು ಪಂದ್ಯಗಳ ಟೆಸ್ಟ್ ಸರಣಿಯ ಮೊದಲ ಪಂದ್ಯ ಇಂದಿನಿಂದ ಈಡನ್ ಗಾರ್ಡನ್ಸ್ ಮೈದಾನದಲ್ಲಿ ಆರಂಭವಾಗಲಿದೆ. ಶುಭಮನ್ ಗಿಲ್ ನಾಯಕತ್ವದ ಭಾರತ ತಂಡ ಗೆಲುವಿನ ವಿಶ್ವಾಸದಲ್ಲಿದೆ.: [596, 1355, 815, 1440]
signatory: ಶಿರಸ್ತೇದಾರರು, 1ನೇ ಅಪರ ಸಿವಿಲ್ ನ್ಯಾಯಾಧೀಶರು ಮತ್ತು ಜೆಎಂಎಫ್‌ಸಿ ನ್ಯಾಯಾಲಯ, ಕೋಲಾರ.: [856, 1771, 1109, 1800]
tour-date: 25-1-2026ರಿಂದ 4 ದಿನಗಳ ಪ್ರವಾಸ: [1146, 836, 1576, 856]
notice-date: ಈ ದಿನ ದಿನಾಂಕ 5-11-2025 ರಂದು ನನ್ನ ಸಹಿ ಮತ್ತು ನ್ಯಾಯಾಲಯದ ಮೊಹರಿನೊಂದಿಗೆ ನೀಡಲಾಗಿದೆ.: [186, 1938, 462, 1966]
travel-contact: [1146, 1000, 1576, 1127]
company-phone-2: ಬಂಗಾರಪೇಟೆ : ಮೊಬೈಲ್ : 9449675680, 9886419866: [1154, 1104, 1445, 1118]
notice-body: ಈ ಮೇಲ್ಕಂಡ ಅರ್ಜಿದಾರರು ಮೇಲ್ಕಂಡ ಪ್ರಕರಣದಲ್ಲಿ ಅರ್ಜಿದಾರ ಸಂಖ್ಯೆ 1 ರಿಂದ 4, 7 ಮತ್ತು 8 ರವರ ತಾಯಿಯವರಾದ ಮುನಿಯಮ್ಮ ಕೋಂ ಲೇಟ್ ಮುನಿಯಪ್ಪ ರವರು ದಿನಾಂಕ: 02-12-2021 ರಂದು ಇದೇ ಭಕ್ತರಹಳ್ಳಿ ಗ್ರಾಮದಲ್ಲಿ ಮರಣ ಹೊಂದಿದ್ದು, ಮರಣ ಪ್ರಮಾಣ ಪತ್ರ ನೀಡಲು ಆದೇಶಿಸಬೇಕೆಂದು ಕೋರಿ ಸಿ.ಎಂ.ಸಿ. ನಂ. 617/2025 ರಂತೆ ಅರ್ಜಿಯನ್ನು ಸಲ್ಲಿಸಿದ್ದು, ಸದರಿ ಪ್ರಕರಣವು ದಿನಾಂಕ: 17-12-2025 ರಂದು ವಿಚಾರಣೆಗೆ ಇದ್ದು, ತಂಟೆ ತಕರಾರುಗಳಿದ್ದಲ್ಲಿ ಬೆಳಿಗ್ಗೆ 11 ಘಂಟೆಗೆ ಹಾಜರಾಗಿ ತಕರಾರು ಸಲ್ಲಿಸಬಹುದು.: [831, 1614, 1134, 1721]
article-madara-headline: [481, 954, 815, 991]
court-order: ನ್ಯಾಯಾಲಯ ಆದೇಶದ ಮೇರೆಗೆ,: [266, 1356, 382, 1369]
article-body-col-1: ಕೋಲಾರ ನ ೧೩: ಕರ್ನಾಟಕ ಮಾದಾರ ಮಹಾ ಸಭಾದ ವತಿಯಿಂದ ಜಿಲ್ಲೆಯಲ್ಲಿ ಸದಸ್ಯತ್ವ ಆಂದೋಲನವನ್ನು ಹಮ್ಮಿಕೊಳ್ಳಲಾಗಿದ್ದು, ಸಮುದಾಯದ ಎಲ್ಲರೂ ಸದಸ್ಯತ್ವ ಪಡೆಯಬೇಕು ಎಂದು ಸಭೆಯ ಜಿಲ್ಲಾಧ್ಯಕ್ಷರು ಮನವಿ ಮಾಡಿದರು.: [481, 1100, 591, 1254]
tour-places: ಕೊಲ್ಲಾಪುರ, ಶಿರಡಿ, ಪಂಢರಾಪುರ, ತುಳಜಾಭವಾನಿ, ಕೂಡಲಸಂಗಮ, ಬಿಜಾಪುರ, ಪುಣೆ ಬಾಲಾಜಿ ಟೆಂಪಲ್: [1157, 880, 1565, 922]
newspaper-subtitle: Kannada Daily, Kolar: [331, 53, 523, 76]
notice-body: ಈ ಮೇಲ್ಕಂಡ ಅರ್ಜಿದಾರರು ಮೇಲ್ಕಂಡ ಪ್ರಕರಣದಲ್ಲಿ ಅರ್ಜಿದಾರರ ತಂದೆಯವರಾದ ಮುನಿಯಪ್ಪ ಬಿನ್ ಲೇಟ್ ರಾಮಪ್ಪ ರವರು ದಿನಾಂಕ 20-11-1988 ರಂದು ಇದೇ ಭಕ್ತರಹಳ್ಳಿ ಗ್ರಾಮದಲ್ಲಿ ಮರಣ ಹೊಂದಿದ್ದು, ಮರಣ ಪ್ರಮಾಣ ಪತ್ರ ನೀಡಲು ಆದೇಶಿಸಬೇಕೆಂದು ಕೋರಿ ಸಿ.ಎಂ.ಸಿ. ನಂ. 618/2025 ರಂತೆ ಅರ್ಜಿಯನ್ನು ಸಲ್ಲಿಸಿದ್ದು, ಸದರಿ ಪ್ರಕರಣವು ದಿನಾಂಕ: 17-12-2025 ರಂದು ವಿಚಾರಣೆಗೆ ಇದ್ದು, ತಂಟೆ ತಕರಾರುಗಳಿದ್ದಲ್ಲಿ ಬೆಳಿಗ್ಗೆ 11 ಘಂಟೆಗೆ ಹಾಜರಾಗಿ ತಕರಾರು ಸಲ್ಲಿಸಬಹುದು.: [1164, 1576, 1564, 1652]
respondent: ಎದುರುದಾರರು : ಮಾನ್ಯ ತಹಸೀಲ್ದಾರರವರು, ಜನನ ಮತ್ತು ಮರಣ ನೊಂದಣಾಧಿಕಾರಿಗಳು, ಕೋಲಾರ ತಾಲ್ಲೂಕು, ಕೋಲಾರ.: [831, 1532, 1134, 1561]
article-headline: ಮಾದಾರ ಮಹಾ ಸಭಾದಿಂದ ಸದಸ್ಯತ್ವ ಆಂದೋಲನ: [500, 959, 796, 981]
signatory: ಶಿರಸ್ತೇದಾರರು, 1ನೇ ಅಪರ ಸಿವಿಲ್ ನ್ಯಾಯಾಧೀಶರು ಮತ್ತು ಜೆಎಂಎಫ್‌ಸಿ ನ್ಯಾಯಾಲಯ, ಕೋಲಾರ.: [1191, 1686, 1537, 1699]
case-number: ಸಿ.ಎಂ.ಸಿ. ನಂ. 617 / 2025: [908, 1375, 1056, 1390]
applicant: 1) ಶ್ರೀ ಎಂ. ಕೃಷ್ಣಪ್ಪ ಬಿನ್ ಲೇಟ್ ಮುನಿಯಪ್ಪ, ವಯಸ್ಸು ಸುಮಾರು 70 ವರ್ಷ. 2) ಶ್ರೀಮತಿ ಗೌರಮ್ಮ ಕೋಂ ರಾಮಪ್ಪ ಬಿನ್ ಲೇಟ್ ಮುನಿಯಪ್ಪ, 68 ವರ್ಷ. 3) ಶ್ರೀ ಗೋವಿಂದಗೌಡ ಬಿನ್ ಲೇಟ್ ಮುನಿಯಪ್ಪ, 66 ವರ್ಷ. 4) ಶ್ರೀ ಶ್ರೀರಾಮರೆಡ್ಡಿ ಬಿನ್ ಲೇಟ್ ಮುನಿಯಪ್ಪ, 60 ವರ್ಷ. 5) ಶ್ರೀಮತಿ ಲಕ್ಷ್ಮಿದೇವಮ್ಮ ಕೋಂ ಲೇಟ್ ಚಂದ್ರಪ್ಪ, 56 ವರ್ಷ. 6) ಶ್ರೀಮತಿ ಶಾಂತಮ್ಮ, 54 ವರ್ಷ. 7) ಶ್ರೀ ನಾಗರಾಜಗೌಡ ಬಿನ್ ಲೇಟ್ ಮುನಿಯಪ್ಪ, 52 ವರ್ಷ. 8) ಸಿ.ಎಂ. ಕೊಂಡಪ್ಪ ಬಿನ್ ಲೇಟ್ ಮುನಿಯಪ್ಪ, 50 ವರ್ಷ. ಅರ್ಜಿದಾರ ಸಂಖ್ಯೆ 1 ರಿಂದ 8 ವಾಸ: ಭಕ್ತರಹಳ್ಳಿ ಗ್ರಾಮ, ಕಸಬಾ ಹೋಬಳಿ, ಕೋಲಾರ ತಾಲ್ಲೂಕು.: [1164, 1400, 1564, 1491]
public-notice-title: ಸಾರ್ವಜನಿಕ ಪ್ರಕಟಣೆ: [233, 1110, 415, 1141]
tour-item: [1146, 604, 1576, 719]
court-name-line-2: ನ್ಯಾಯಾಧೀಶರ ಮತ್ತು ಜೆ.ಎಂ.ಎಫ್.ಸಿ ನ್ಯಾಯಾಲಯ: [200, 1659, 448, 1677]
article-body-col-2: ಕೋಲಾರದಲ್ಲಿ ಆಯೋಜಿಸಿದ್ದ ಸಭೆಯಲ್ಲಿ ಮಾತನಾಡಿದ ಅವರು, ಸಮುದಾಯದ ಸಂಘಟನೆ ಬಲಪಡಿಸುವ ಉದ್ದೇಶದಿಂದ ಈ ಆಂದೋಲನ ನಡೆಯುತ್ತಿದೆ. ಗ್ರಾಮ ಮಟ್ಟದಿಂದ ಜಿಲ್ಲಾ ಮಟ್ಟದವರೆಗೆ ಸಮಿತಿಗಳನ್ನು ರಚಿಸಲಾಗುವುದು ಎಂದರು.: [596, 1100, 700, 1272]
newspaper-brand: KOLARA PATRIKE,: [100, 50, 319, 79]
article-body-col-1: ಚಿಕ್ಕಬಳ್ಳಾಪುರ ನ ೧೩: ಜಿಲ್ಲೆಯ ಕೆಲವು ಗ್ರಾಮ ಗಳನ್ನು ಈಗಾಗಲೇ ತಂಬಾಕು ಮುಕ್ತ ಗ್ರಾಮಗಳನ್ನಾಗಿ ಮಾಡಲಾಗಿದೆ. ಅದೇ ರೀತಿ ಚಿಕ್ಕಬಳ್ಳಾಪುರವನ್ನು ಸಹ ತಂಬಾಕು ಮುಕ್ತ ಜಿಲ್ಲೆಯನ್ನಾಗಿಸಲು ಜಿಲ್ಲಾಡಳಿತ ಮುಂದಾಗಿದ್ದು, ಈ ಕಾರ್ಯಕ್ಕೆ ಜಿಲ್ಲೆಯ ಸಮಸ್ತ ನಾಗರೀಕರು ಕೈ ಜೋಡಿಸಬೇಕು ಎಂದು ಜಿಲ್ಲಾ ಪಂಚಾಯತ್ ಮುಖ್ಯ ಕಾರ್ಯನಿರ್ವಾಹಕ ಅಧಿಕಾರಿಗಳು ತಿಳಿಸಿದರು.: [337, 391, 490, 563]
page-number: ಪುಟ-4: [41, 53, 88, 76]
tour-date: 7-12-2025ರಿಂದ 7 ದಿನಗಳ ಪ್ರವಾಸ: [1146, 720, 1576, 741]
court-notice-615: [485, 1639, 809, 2250]
advocate: ಕೆ.ಆರ್. ಶ್ರೀನಿವಾಸಯ್ಯ, ಕೆ.ಎಸ್. ಸಾಯಿಕುಮಾರ್, ವಕೀಲರು, ಕೋಲಾರ.: [495, 2026, 752, 2039]
company-phone-1: ಕೋಲಾರ : ಮೊಬೈಲ್ : 9449652555, 9900124333: [1154, 1086, 1430, 1100]
court-name-line-2: ನ್ಯಾಯಾಧೀಶರ ಮತ್ತು ಜೆ.ಎಂ.ಎಫ್.ಸಿ ನ್ಯಾಯಾಲಯ: [200, 983, 448, 1001]
article-body-col-3: ಕೊಡುಗೆ ನೀಡುವಲ್ಲಿ ಪಾಲ್ಗೊಳ್ಳಬೇಕು. ಆರೋಗ್ಯವಂತ ಸಮಾಜ ನಿರ್ಮಾಣಕ್ಕೆ ಯುವಜನತೆ ಮುಂದಾಗಬೇಕು ಎಂದರು. ಜಿಲ್ಲಾ ಆರೋಗ್ಯ ಮತ್ತು ಕುಟುಂಬ ಕಲ್ಯಾಣಾಧಿಕಾರಿ ಅವರು ಮಾತನಾಡಿ, ತಂಬಾಕು ಸೇವನೆಯಿಂದ ಕ್ಯಾನ್ಸರ್ ಸೇರಿದಂತೆ ಅನೇಕ ರೋಗಗಳು ಬರುತ್ತವೆ. ಬೈಕ್ ರ್ಯಾಲಿ ನಗರದ ಪ್ರಮುಖ ರಸ್ತೆಗಳಲ್ಲಿ ಸಂಚರಿಸಿ ಜಾಗೃತಿ ಮೂಡಿಸಿತು.: [659, 391, 812, 563]
article-headline: ತಂಬಾಕು ಮುಕ್ತ ಯುವ ಅಭಿಯಾನದ ಬೈಕ್ ರ್ಯಾಲಿ: [390, 100, 758, 126]
tour-detail: 2+2 A/c ಬಸ್ಸಿನಲ್ಲಿ ಇಬ್ಬರಿಗೆ 1 ವಿಶಾಲ ವಸತಿ ಸಹಿತ: [1256, 742, 1466, 756]
